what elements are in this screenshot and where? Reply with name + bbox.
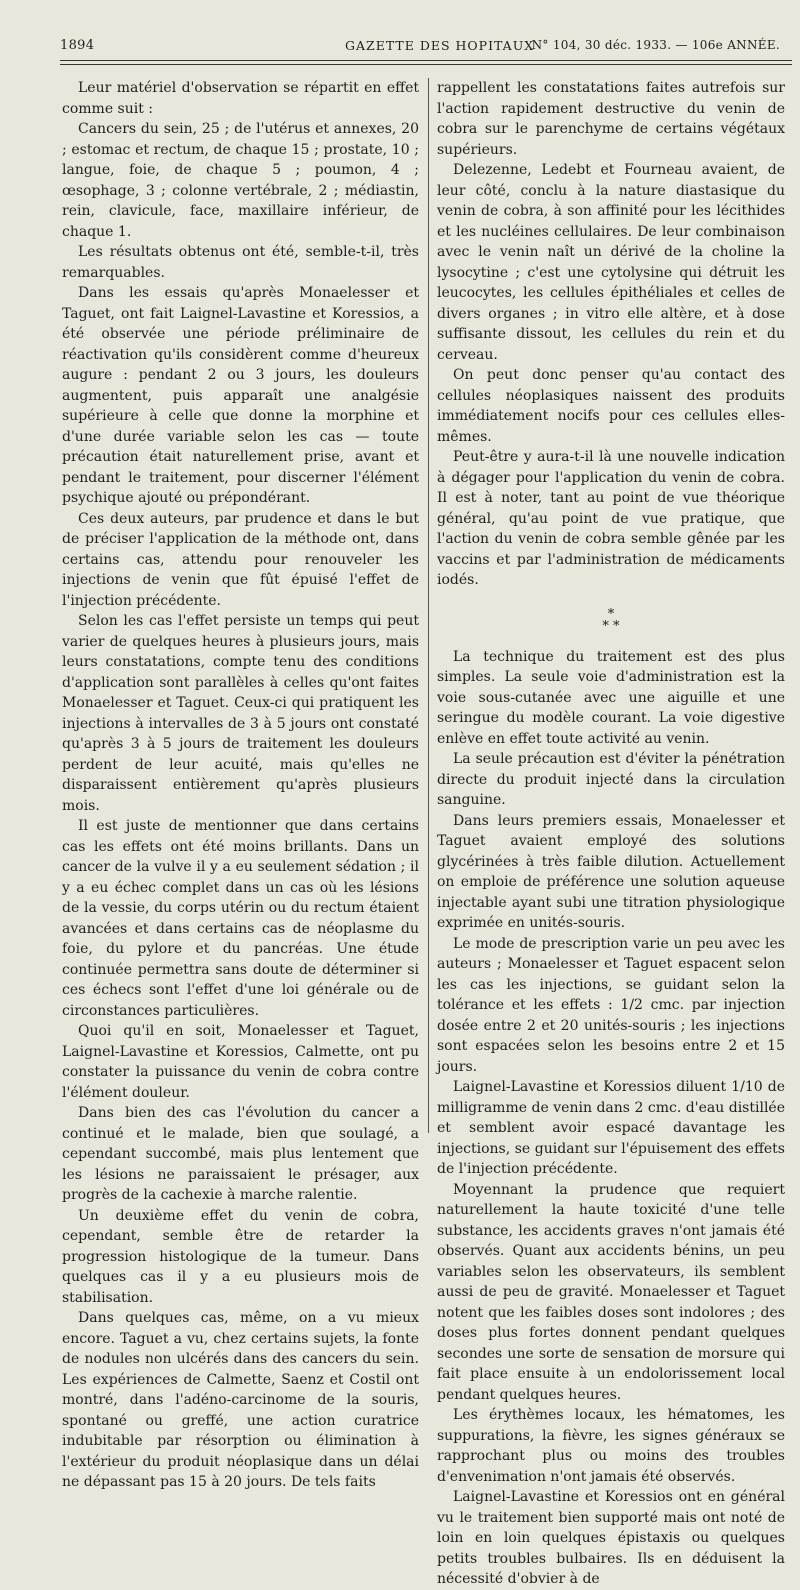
paragraph: Selon les cas l'effet persiste un temps qui peut varier de quelques heures à plusieurs jours, mais leurs constatations, compte tenu des conditions d'application sont parallèles à celles qu'ont faites Monaelesser et Taguet. Ceux-ci qui pratiquent les injections à intervalles de 3 à 5 jours ont constaté qu'après 3 à 5 jours de traitement les douleurs perdent de leur acuité, mais qu'elles ne disparaissent entièrement qu'après plusieurs mois. xyxy=(62,613,419,814)
paragraph: Dans bien des cas l'évolution du cancer a continué et le malade, bien que soulagé, a cependant succombé, mais plus lentement que les lésions ne paraissaient le présager, aux progrès de la cachexie à marche ralentie. xyxy=(62,1105,419,1203)
paragraph: Moyennant la prudence que requiert naturellement la haute toxicité d'une telle substance, les accidents graves n'ont jamais été observés. Quant aux accidents bénins, un peu variables selon les observateurs, ils semblent aussi de peu de gravité. Monaelesser et Taguet notent que les faibles doses sont indolores ; des doses plus fortes donnent pendant quelques secondes une sorte de sensation de morsure qui fait place ensuite à un endolorissement local pendant quelques heures. xyxy=(437,1181,785,1403)
paragraph: La technique du traitement est des plus simples. La seule voie d'administration est la voie sous-cutanée avec une aiguille et une seringue du modèle courant. La voie digestive enlève en effet toute activité au venin. xyxy=(437,648,785,747)
paragraph: Les érythèmes locaux, les hématomes, les suppurations, la fièvre, les signes généraux se rapprochant plus ou moins des troubles d'envenimation n'ont jamais été observés. xyxy=(437,1407,785,1485)
section-separator xyxy=(437,606,785,634)
right-column-top xyxy=(437,78,785,591)
paragraph: Le mode de prescription varie un peu avec les auteurs ; Monaelesser et Taguet espacent selon les cas les injections, se guidant selon la tolérance et les effets : 1/2 cmc. par injection dosée entre 2 et 20 unités-souris ; les injections sont espacées selon les besoins entre 2 et 15 jours. xyxy=(437,935,785,1075)
paragraph: La seule précaution est d'éviter la pénétration directe du produit injecté dans la circulation sanguine. xyxy=(437,751,785,808)
paragraph: Leur matériel d'observation se répartit en effet comme suit : xyxy=(62,80,419,117)
paragraph: Les résultats obtenus ont été, semble-t-il, très remarquables. xyxy=(62,244,419,281)
header-rule-thin xyxy=(60,64,792,65)
paragraph: Laignel-Lavastine et Koressios diluent 1/10 de milligramme de venin dans 2 cmc. d'eau distillée et semblent avoir espacé davantage les injections, se guidant sur l'épuisement des effets de l'injection précédente. xyxy=(437,1079,785,1177)
separator-bottom: * * xyxy=(602,618,620,634)
paragraph: Laignel-Lavastine et Koressios ont en général vu le traitement bien supporté mais ont noté de loin en loin quelques épistaxis ou quelques petits troubles bulbaires. Ils en déduisent la nécessité d'obvier à de xyxy=(437,1489,785,1587)
left-column xyxy=(62,78,419,1493)
right-column-bottom xyxy=(437,647,785,1590)
issue-info: N° 104, 30 déc. 1933. — 106e ANNÉE. xyxy=(531,38,780,52)
paragraph: Ces deux auteurs, par prudence et dans le but de préciser l'application de la méthode ont, dans certains cas, attendu pour renouveler les injections de venin que fût épuisé l'effet de l'injection précédente. xyxy=(62,510,419,609)
paragraph: Cancers du sein, 25 ; de l'utérus et annexes, 20 ; estomac et rectum, de chaque 15 ; prostate, 10 ; langue, foie, de chaque 5 ; poumon, 4 ; œsophage, 3 ; colonne vertébrale, 2 ; médiastin, rein, clavicule, face, maxillaire inférieur, de chaque 1. xyxy=(62,121,419,240)
journal-title: GAZETTE DES HOPITAUX xyxy=(345,38,535,53)
page-number: 1894 xyxy=(60,38,95,53)
paragraph: Peut-être y aura-t-il là une nouvelle indication à dégager pour l'application du venin de cobra. Il est à noter, tant au point de vue théorique général, qu'au point de vue pratique, que l'action du venin de cobra semble gênée par les vaccins et par l'administration de médicaments iodés. xyxy=(437,449,785,588)
right-column xyxy=(437,78,785,1590)
paragraph: Dans quelques cas, même, on a vu mieux encore. Taguet a vu, chez certains sujets, la fonte de nodules non ulcérés dans des cancers du sein. Les expériences de Calmette, Saenz et Costil ont montré, dans l'adéno-carcinome de la souris, spontané ou greffé, une action curatrice indubitable par résorption ou élimination à l'extérieur du produit néoplasique dans un délai ne dépassant pas 15 à 20 jours. De tels faits xyxy=(62,1310,419,1490)
paragraph: Dans leurs premiers essais, Monaelesser et Taguet avaient employé des solutions glycérinées à très faible dilution. Actuellement on emploie de préférence une solution aqueuse injectable ayant subi une titration physiologique exprimée en unités-souris. xyxy=(437,812,785,931)
paragraph: Quoi qu'il en soit, Monaelesser et Taguet, Laignel-Lavastine et Koressios, Calmette, ont pu constater la puissance du venin de cobra contre l'élément douleur. xyxy=(62,1023,419,1101)
separator-top: * xyxy=(607,606,615,622)
paragraph: Delezenne, Ledebt et Fourneau avaient, de leur côté, conclu à la nature diastasique du venin de cobra, à son affinité pour les lécithides et les nucléines cellulaires. De leur combinaison avec le venin naît un dérivé de la choline la lysocytine ; c'est une cytolysine qui détruit les leucocytes, les cellules épithéliales et celles de divers organes ; in vitro elle altère, et à dose suffisante dissout, les cellules du rein et du cerveau. xyxy=(437,162,785,363)
paragraph: On peut donc penser qu'au contact des cellules néoplasiques naissent des produits immédiatement nocifs pour ces cellules elles-mêmes. xyxy=(437,367,785,445)
paragraph: Il est juste de mentionner que dans certains cas les effets ont été moins brillants. Dans un cancer de la vulve il y a eu seulement sédation ; il y a eu échec complet dans un cas où les lésions de la vessie, du corps utérin ou du rectum étaient avancées et dans certains cas de néoplasme du foie, du pylore et du pancréas. Une étude continuée permettra sans doute de déterminer si ces échecs sont l'effet d'une loi générale ou de circonstances particulières. xyxy=(62,818,419,1019)
paragraph: Un deuxième effet du venin de cobra, cependant, semble être de retarder la progression histologique de la tumeur. Dans quelques cas il y a eu plusieurs mois de stabilisation. xyxy=(62,1207,419,1306)
header-rule xyxy=(60,60,792,61)
paragraph: Dans les essais qu'après Monaelesser et Taguet, ont fait Laignel-Lavastine et Koressios, a été observée une période préliminaire de réactivation qu'ils considèrent comme d'heureux augure : pendant 2 ou 3 jours, les douleurs augmentent, puis apparaît une analgésie supérieure à celle que donne la morphine et d'une durée variable selon les cas — toute précaution était naturellement prise, avant et pendant le traitement, pour discerner l'élément psychique ajouté ou prépondérant. xyxy=(62,285,419,506)
paragraph: rappellent les constatations faites autrefois sur l'action rapidement destructive du venin de cobra sur le parenchyme de certains végétaux supérieurs. xyxy=(437,80,785,158)
column-divider xyxy=(428,78,429,1133)
page-header xyxy=(60,32,792,54)
